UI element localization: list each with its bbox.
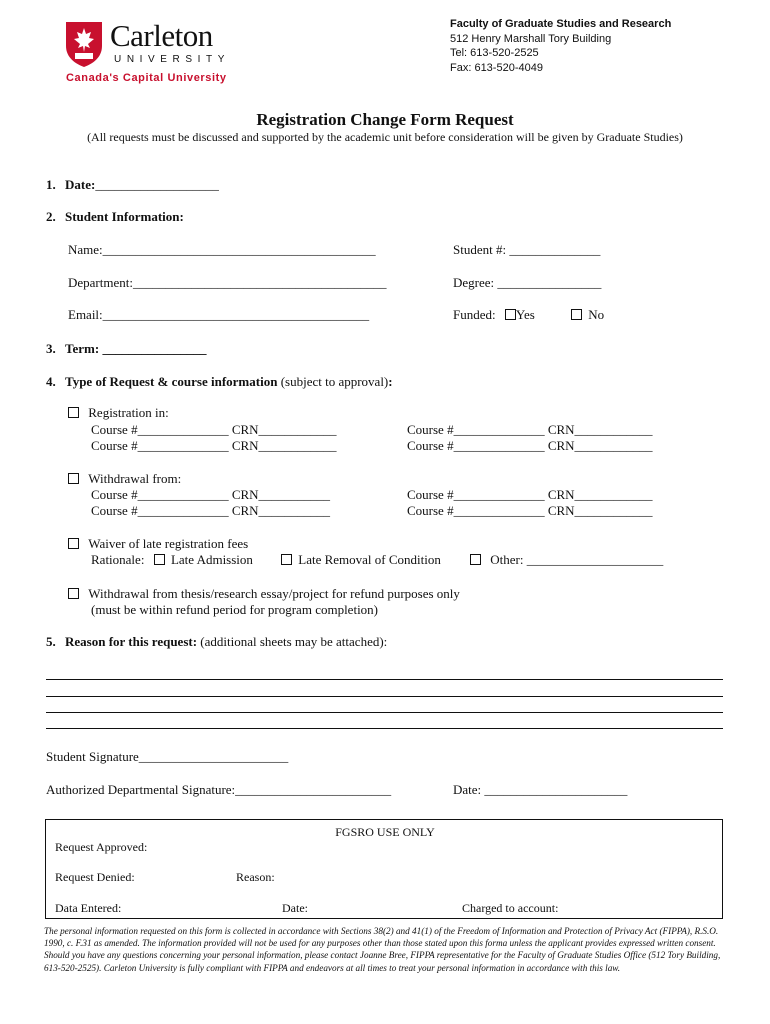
reason-note: (additional sheets may be attached): — [200, 634, 388, 649]
logo-tagline: Canada's Capital University — [66, 72, 227, 84]
section-date — [46, 177, 219, 193]
funded-no-checkbox[interactable] — [571, 309, 582, 320]
late-removal-label: Late Removal of Condition — [298, 552, 441, 567]
rationale-label: Rationale: — [91, 552, 145, 567]
other-option — [470, 552, 663, 568]
office-date-label: Date: — [282, 901, 308, 915]
thesis-withdrawal-checkbox[interactable] — [68, 588, 79, 599]
charged-account-label: Charged to account: — [462, 901, 559, 915]
office-fax: Fax: 613-520-4049 — [450, 61, 543, 74]
term-field[interactable]: ________________ — [102, 341, 207, 356]
term-label: Term: — [65, 341, 100, 356]
request-denied-label: Request Denied: — [55, 870, 135, 884]
request-type-colon: : — [388, 374, 393, 389]
withdrawal-course-3[interactable]: Course #______________ CRN____________ — [407, 487, 653, 502]
waiver-checkbox[interactable] — [68, 538, 79, 549]
other-checkbox[interactable] — [470, 554, 481, 565]
form-subtitle: (All requests must be discussed and supported by the academic unit before consideration will be given by Graduate Studies) — [87, 130, 683, 144]
email-field[interactable]: Email:_________________________________________ — [68, 307, 370, 322]
funded-yes-checkbox[interactable] — [505, 309, 516, 320]
registration-checkbox[interactable] — [68, 407, 79, 418]
reason-line-1[interactable] — [46, 679, 723, 680]
form-title: Registration Change Form Request — [256, 110, 514, 129]
logo-name: Carleton — [110, 18, 213, 53]
reason-heading: Reason for this request: — [65, 634, 198, 649]
late-removal-option — [281, 552, 441, 568]
withdrawal-label: Withdrawal from: — [88, 471, 182, 486]
date-field[interactable]: ___________________ — [95, 177, 219, 192]
withdrawal-course-2[interactable]: Course #______________ CRN___________ — [91, 503, 331, 518]
funded-label: Funded: — [453, 307, 496, 322]
date-label: Date: — [65, 177, 96, 192]
reason-line-3[interactable] — [46, 712, 723, 713]
funded-row — [453, 307, 535, 323]
other-field[interactable]: Other: _____________________ — [490, 552, 664, 567]
section-number: 4. — [46, 374, 56, 389]
withdrawal-course-4[interactable]: Course #______________ CRN____________ — [407, 503, 653, 518]
funded-no-option — [571, 307, 604, 323]
section-reason — [46, 634, 387, 650]
student-number-field[interactable]: Student #: ______________ — [453, 242, 601, 257]
registration-course-2[interactable]: Course #______________ CRN____________ — [91, 438, 337, 453]
student-signature-field[interactable]: Student Signature_______________________ — [46, 749, 289, 764]
data-entered-label: Data Entered: — [55, 901, 122, 915]
office-tel: Tel: 613-520-2525 — [450, 47, 539, 59]
section-number: 1. — [46, 177, 56, 192]
registration-course-3[interactable]: Course #______________ CRN____________ — [407, 422, 653, 437]
thesis-withdrawal-label: Withdrawal from thesis/research essay/project for refund purposes only — [88, 586, 460, 601]
thesis-withdrawal-note: (must be within refund period for program completion) — [91, 602, 379, 617]
student-info-heading: Student Information: — [65, 209, 184, 224]
registration-course-1[interactable]: Course #______________ CRN____________ — [91, 422, 337, 437]
section-number: 5. — [46, 634, 56, 649]
waiver-label: Waiver of late registration fees — [88, 536, 249, 551]
university-logo — [64, 18, 254, 88]
office-title: Faculty of Graduate Studies and Research — [450, 18, 672, 30]
late-removal-checkbox[interactable] — [281, 554, 292, 565]
request-type-note: (subject to approval) — [280, 374, 389, 389]
late-admission-label: Late Admission — [170, 552, 253, 567]
department-field[interactable]: Department:_______________________________________ — [68, 275, 387, 290]
signature-date-field[interactable]: Date: ______________________ — [453, 782, 628, 797]
degree-field[interactable]: Degree: ________________ — [453, 275, 602, 290]
withdrawal-option — [68, 471, 181, 487]
funded-no-label: No — [588, 307, 605, 322]
thesis-withdrawal-option — [68, 586, 460, 602]
office-street: 512 Henry Marshall Tory Building — [450, 32, 612, 45]
reason-line-2[interactable] — [46, 696, 723, 697]
privacy-notice: The personal information requested on this form is collected in accordance with Sections 38(2) and 41(1) of the Freedom of Information and Protection of Privacy Act (FIPPA), R.S.O. 1990, c. F.31 as amended. The information provided will not be used for any purposes other than those stated upon this forma unless the applicant provides expressed written consent. Should you have any questions concerning your personal information, please contact Joanne Bree, FIPPA representative for the Faculty of Graduate Studies Office (512 Tory Building, 613-520-2525). Carleton University is fully compliant with FIPPA and endeavors at all times to treat your personal information in accordance with this law. — [44, 926, 721, 973]
waiver-option — [68, 536, 248, 552]
department-signature-field[interactable]: Authorized Departmental Signature:________________________ — [46, 782, 392, 797]
withdrawal-course-1[interactable]: Course #______________ CRN___________ — [91, 487, 331, 502]
section-term — [46, 341, 206, 357]
withdrawal-checkbox[interactable] — [68, 473, 79, 484]
office-address — [450, 17, 671, 75]
request-type-heading: Type of Request & course information — [65, 374, 278, 389]
registration-label: Registration in: — [88, 405, 169, 420]
name-field[interactable]: Name:__________________________________________ — [68, 242, 376, 257]
logo-sub: UNIVERSITY — [114, 54, 231, 65]
request-approved-label: Request Approved: — [55, 840, 148, 854]
crest-icon — [64, 20, 104, 68]
section-student-info — [46, 209, 184, 225]
registration-course-4[interactable]: Course #______________ CRN____________ — [407, 438, 653, 453]
section-number: 2. — [46, 209, 56, 224]
rationale-row — [91, 552, 253, 568]
section-request-type — [46, 374, 393, 390]
office-use-title: FGSRO USE ONLY — [335, 825, 435, 839]
funded-yes-label: Yes — [515, 307, 535, 322]
section-number: 3. — [46, 341, 56, 356]
reason-line-4[interactable] — [46, 728, 723, 729]
late-admission-checkbox[interactable] — [154, 554, 165, 565]
reason-label: Reason: — [236, 870, 275, 884]
registration-option — [68, 405, 169, 421]
